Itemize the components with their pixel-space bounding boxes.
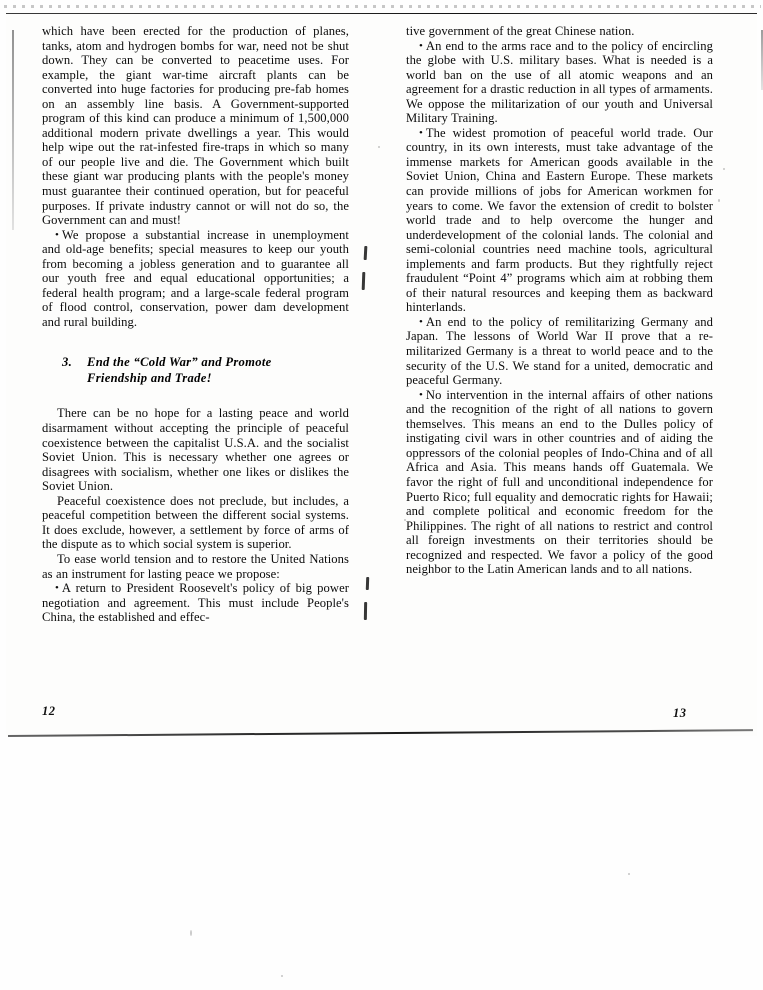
bullet-paragraph	[406, 388, 713, 577]
paragraph-text: We propose a substantial increase in unemployment and old-age benefits; special measures to keep our youth from becoming a jobless generation and to guarantee all our youth free and equal educational opportunities; a federal health program; and a large-scale federal program of flood control, conservation, power dam development and rural building.	[42, 227, 349, 329]
scan-speck	[404, 519, 406, 521]
bullet-icon: •	[419, 315, 423, 328]
left-column	[42, 24, 349, 625]
section-heading-line-1: End the “Cold War” and Promote	[87, 355, 272, 370]
scan-speck	[718, 199, 720, 202]
section-heading-number: 3.	[62, 355, 73, 370]
scan-speck	[190, 930, 192, 936]
page-number-left: 12	[42, 704, 56, 718]
section-heading	[42, 355, 349, 386]
paragraph-text: A return to President Roosevelt's policy of big power negotiation and agreement. This must include People's China, the established and effec-	[42, 581, 349, 625]
paragraph: To ease world tension and to restore the United Nations as an instrument for lasting peace we propose:	[42, 551, 349, 581]
right-column	[406, 24, 713, 577]
section-heading-line-2: Friendship and Trade!	[87, 370, 212, 385]
scan-speck	[378, 146, 380, 148]
bullet-paragraph	[406, 315, 713, 388]
scan-speck	[281, 975, 283, 977]
page-number-right: 13	[673, 706, 687, 720]
gutter-binding-mark	[366, 577, 369, 590]
bullet-paragraph	[406, 126, 713, 315]
gutter-binding-mark	[362, 272, 366, 290]
paragraph: Peaceful coexistence does not preclude, but includes, a peaceful competition between the different social systems. It does exclude, however, a settlement by force of arms of the dispute as to which social system is superior.	[42, 493, 349, 552]
bullet-icon: •	[419, 126, 423, 139]
bullet-paragraph	[42, 581, 349, 625]
scan-speck	[723, 168, 725, 170]
scan-top-perforation-edge	[4, 5, 761, 8]
bullet-icon: •	[419, 39, 423, 52]
paragraph: tive government of the great Chinese nation.	[406, 24, 635, 38]
paragraph: which have been erected for the production of planes, tanks, atom and hydrogen bombs for war, need not be shut down. They can be converted to peacetime uses. For example, the giant war-time aircraft plants can be converted into huge factories for producing pre-fab homes on an assembly line basis. A Government-supported program of this kind can produce a minimum of 1,500,000 additional modern private dwellings a year. This would help wipe out the rat-infested fire-traps in which so many of our people live and die. The Government which built these giant war producing plants with the people's money must guarantee their continued operation, but for peaceful purposes. If private industry cannot or will not do so, the Government can and must!	[42, 24, 349, 228]
paragraph-text: An end to the arms race and to the policy of encircling the globe with U.S. military bases. What is needed is a world ban on the use of all atomic weapons and an agreement for a drastic reduction in all types of armaments. We oppose the militarization of our youth and Universal Military Training.	[406, 38, 713, 126]
gutter-binding-mark	[364, 602, 367, 620]
paragraph-text: An end to the policy of remilitarizing Germany and Japan. The lessons of World War II prove that a re-militarized Germany is a threat to world peace and to the security of the U.S. We stand for a united, democratic and peaceful Germany.	[406, 314, 713, 388]
paragraph-text: The widest promotion of peaceful world trade. Our country, in its own interests, must take advantage of the immense markets for American goods available in the Soviet Union, China and Eastern Europe. These markets can provide millions of jobs for American workmen for years to come. We favor the extension of credit to bolster world trade and to help overcome the hunger and underdevelopment of the colonial lands. The colonial and semi-colonial countries need machine tools, agricultural implements and farm products. But they rightfully reject fraudulent “Point 4” programs which aim at robbing them of their natural resources and keeping them as backward hinterlands.	[406, 125, 713, 315]
document-page	[6, 14, 757, 736]
bullet-icon: •	[419, 388, 423, 401]
paragraph-text: No intervention in the internal affairs of other nations and the recognition of the right of all nations to govern themselves. This means an end to the Dulles policy of instigating civil wars in other countries and of aiding the oppressors of the colonial peoples of Indo-China and of all Africa and Asia. This means hands off Guatemala. We favor the right of full and unconditional independence for Puerto Rico; full equality and democratic rights for Hawaii; and complete political and economic freedom for the Philippines. The right of all nations to restrict and control all foreign investments on their territories should be recognized and respected. We favor a policy of the good neighbor to the Latin American lands and to all nations.	[406, 387, 713, 577]
bullet-icon: •	[55, 582, 59, 595]
bullet-icon: •	[55, 228, 59, 241]
two-column-layout	[6, 14, 757, 736]
bullet-paragraph	[406, 39, 713, 126]
paragraph: There can be no hope for a lasting peace and world disarmament without accepting the principle of peaceful coexistence between the capitalist U.S.A. and the socialist Soviet Union. This is necessary whether one agrees or disagrees with socialism, whether one likes or dislikes the Soviet Union.	[42, 406, 349, 494]
bullet-paragraph	[42, 228, 349, 330]
scan-speck	[628, 873, 630, 875]
